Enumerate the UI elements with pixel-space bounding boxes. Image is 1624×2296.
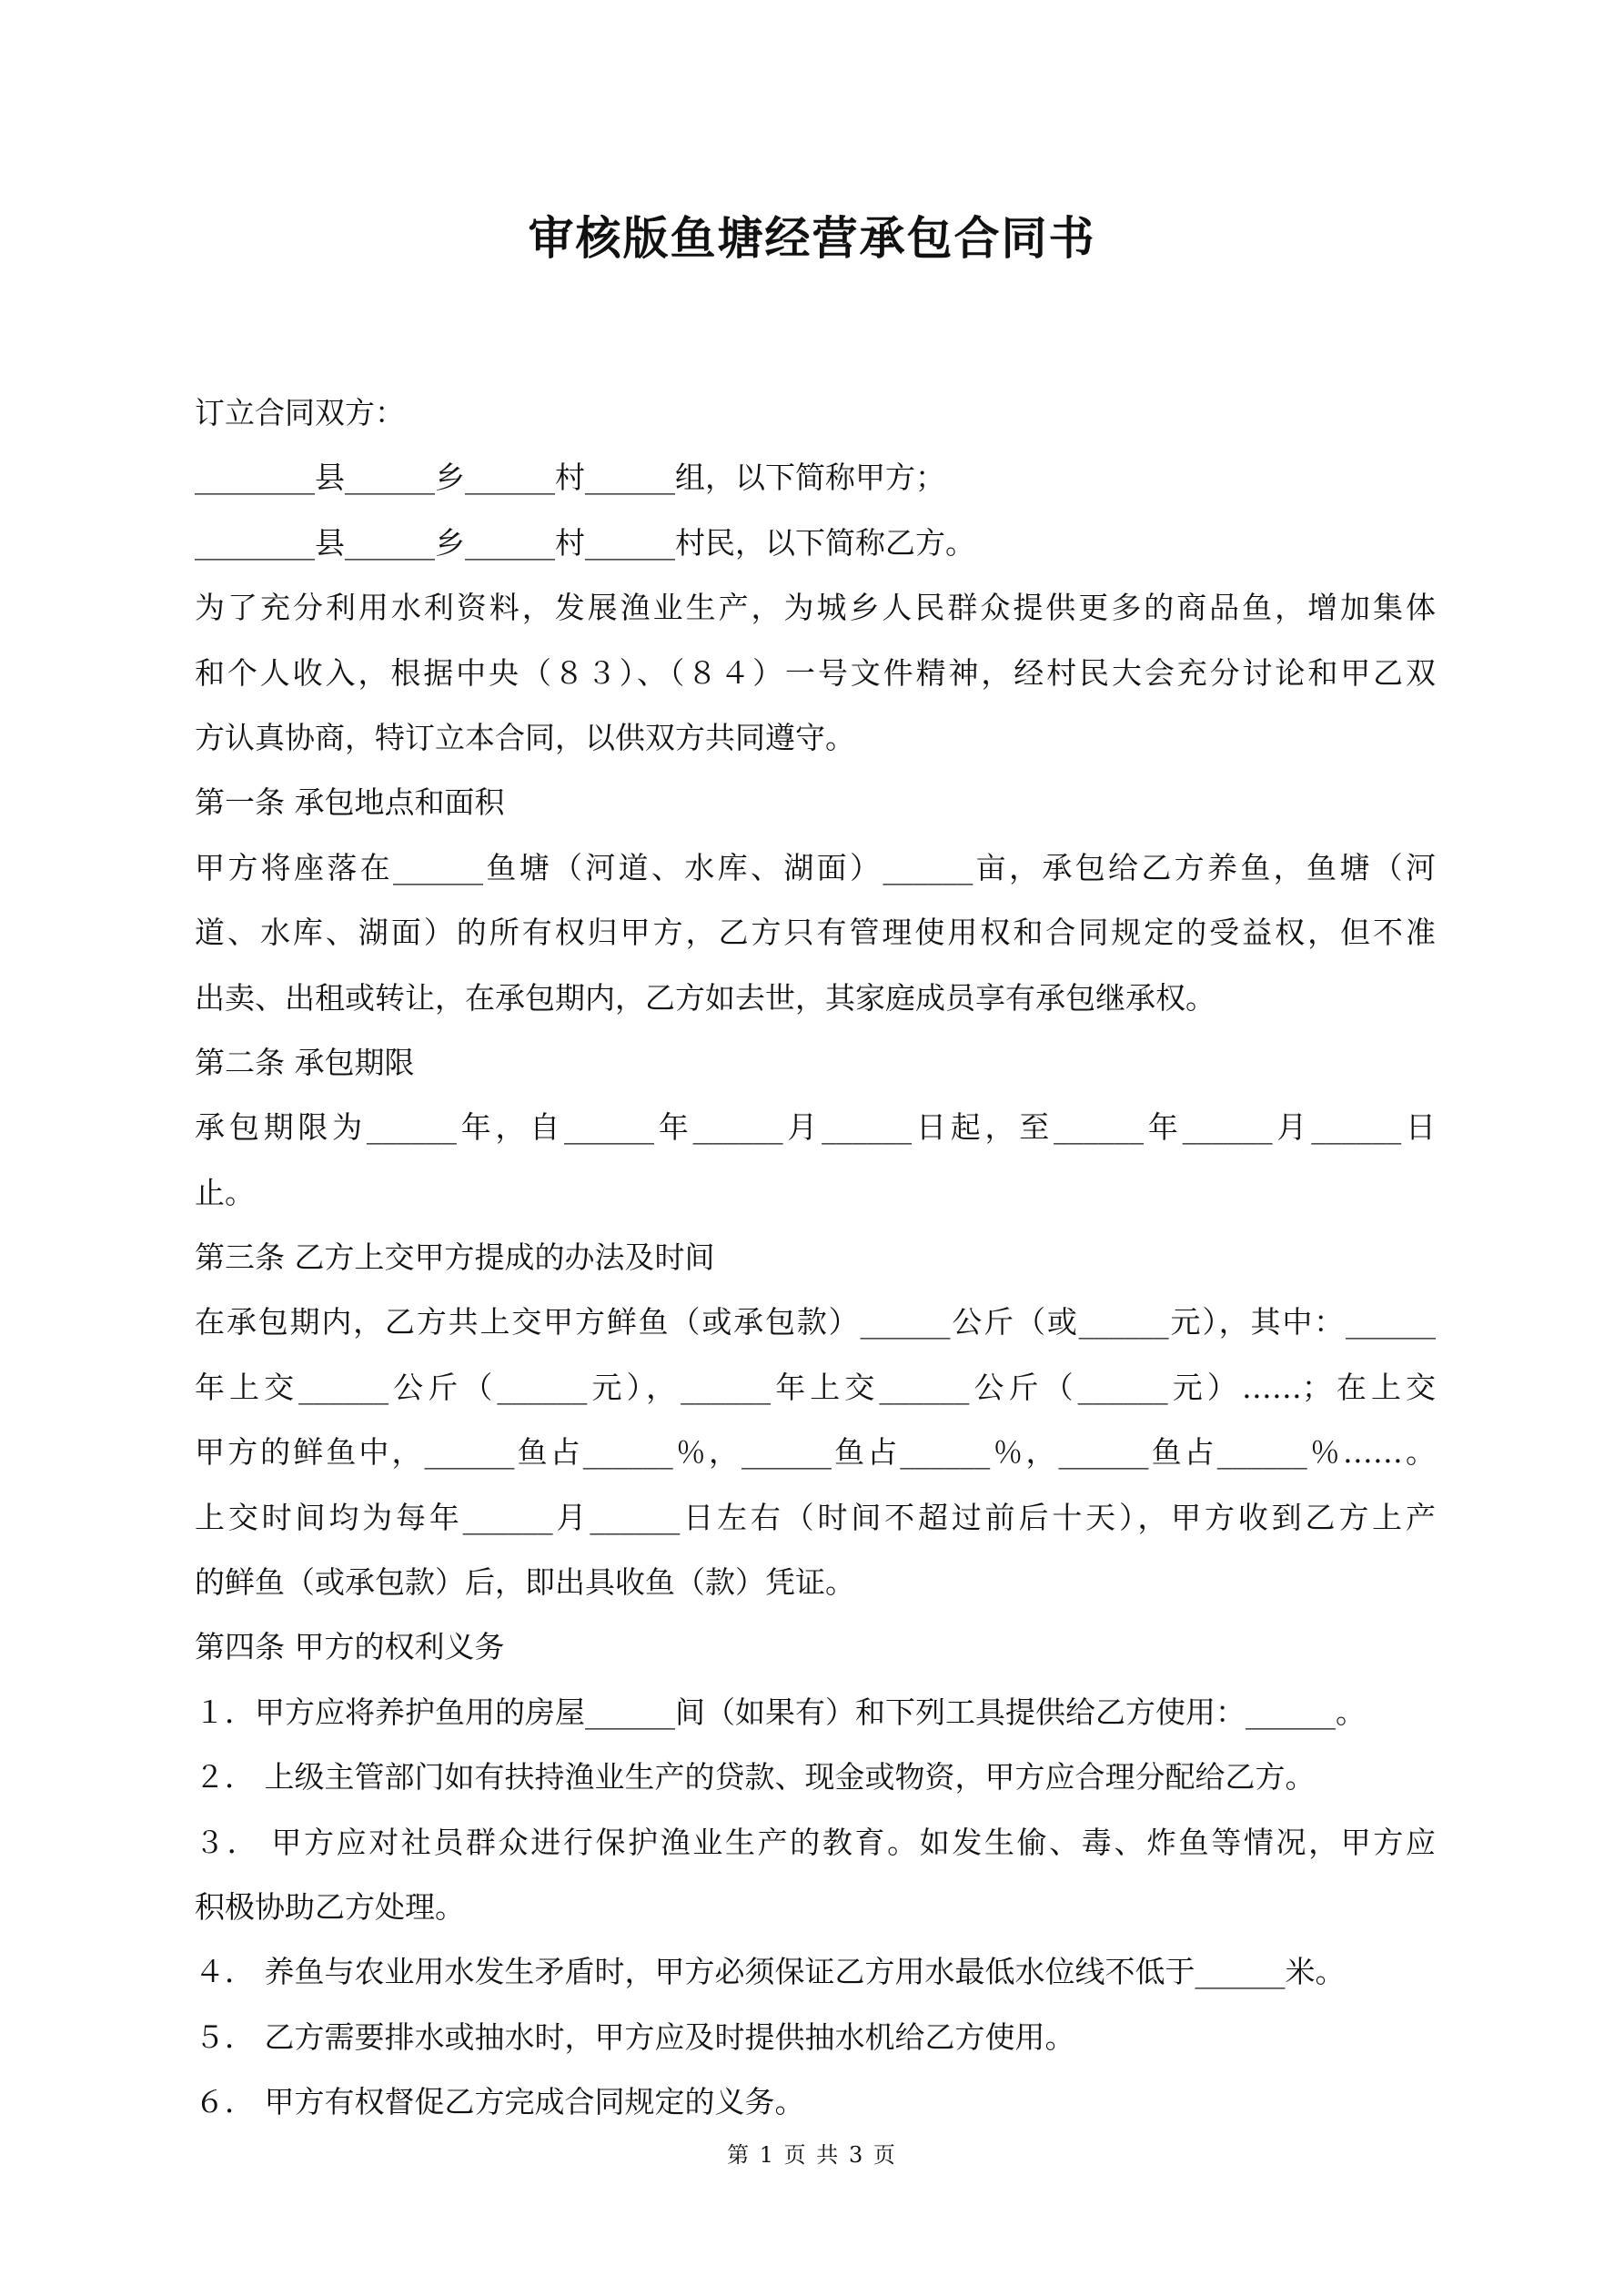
document-body: [195, 380, 1436, 2135]
article-1-line-1: 甲方将座落在______鱼塘（河道、水库、湖面）______亩，承包给乙方养鱼，鱼塘（河: [195, 849, 1436, 885]
article-4-item-6: ６． 甲方有权督促乙方完成合同规定的义务。: [195, 2084, 805, 2120]
article-4-item-5: ５． 乙方需要排水或抽水时，甲方应及时提供抽水机给乙方使用。: [195, 2018, 1075, 2055]
preamble-line-1: 为了充分利用水利资料，发展渔业生产，为城乡人民群众提供更多的商品鱼，增加集体: [195, 590, 1436, 626]
article-2-line-1: 承包期限为______年，自______年______月______日起，至______年______月______日: [195, 1109, 1436, 1146]
article-3-line-5: 的鲜鱼（或承包款）后，即出具收鱼（款）凭证。: [195, 1564, 855, 1601]
article-3-line-4: 上交时间均为每年______月______日左右（时间不超过前后十天），甲方收到乙方上产: [195, 1499, 1436, 1535]
article-3-line-1: 在承包期内，乙方共上交甲方鲜鱼（或承包款）______公斤（或______元），其中：______: [195, 1304, 1436, 1340]
article-1-line-3: 出卖、出租或转让，在承包期内，乙方如去世，其家庭成员享有承包继承权。: [195, 979, 1215, 1016]
document-title: 审核版鱼塘经营承包合同书: [528, 211, 1096, 265]
preamble-line-2: 和个人收入，根据中央（８３）、（８４）一号文件精神，经村民大会充分讨论和甲乙双: [195, 654, 1436, 691]
article-2-heading: 第二条 承包期限: [195, 1044, 415, 1080]
party-a-line: ________县______乡______村______组，以下简称甲方；: [195, 460, 945, 496]
parties-heading: 订立合同双方：: [195, 395, 405, 430]
article-4-item-3-line-2: 积极协助乙方处理。: [195, 1888, 465, 1925]
party-b-line: ________县______乡______村______村民，以下简称乙方。: [195, 524, 975, 561]
article-4-item-2: ２． 上级主管部门如有扶持渔业生产的贷款、现金或物资，甲方应合理分配给乙方。: [195, 1759, 1316, 1795]
article-1-heading: 第一条 承包地点和面积: [195, 784, 505, 821]
article-3-line-3: 甲方的鲜鱼中，______鱼占______％，______鱼占______％，______鱼占______％……。: [195, 1434, 1436, 1471]
article-4-item-3-line-1: ３． 甲方应对社员群众进行保护渔业生产的教育。如发生偷、毒、炸鱼等情况，甲方应: [195, 1824, 1436, 1860]
article-1-line-2: 道、水库、湖面）的所有权归甲方，乙方只有管理使用权和合同规定的受益权，但不准: [195, 915, 1436, 951]
article-4-heading: 第四条 甲方的权利义务: [195, 1629, 505, 1665]
article-4-item-4: ４． 养鱼与农业用水发生矛盾时，甲方必须保证乙方用水最低水位线不低于______米。: [195, 1954, 1346, 1990]
article-3-line-2: 年上交______公斤（______元），______年上交______公斤（______元）……；在上交: [195, 1369, 1436, 1405]
page-footer: 第 1 页 共 3 页: [727, 2142, 897, 2168]
article-4-item-1: １．甲方应将养护鱼用的房屋______间（如果有）和下列工具提供给乙方使用：______。: [195, 1694, 1366, 1730]
article-2-line-2: 止。: [195, 1174, 255, 1210]
preamble-line-3: 方认真协商，特订立本合同，以供双方共同遵守。: [195, 719, 855, 755]
article-3-heading: 第三条 乙方上交甲方提成的办法及时间: [195, 1239, 715, 1276]
